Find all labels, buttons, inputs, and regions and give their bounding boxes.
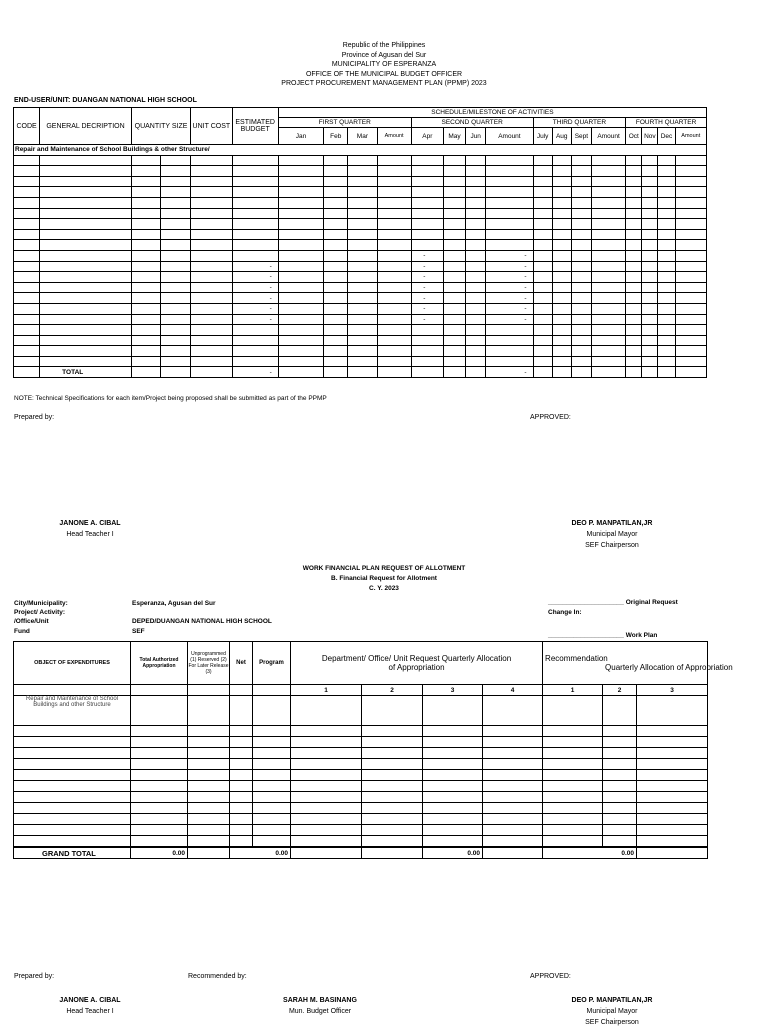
month-header: May [443, 128, 465, 145]
total-label: TOTAL [40, 367, 132, 378]
wfp-field-values [132, 599, 272, 636]
signatory-name: DEO P. MANPATILAN,JR [571, 997, 653, 1004]
month-header: Nov [642, 128, 658, 145]
table-row [14, 814, 708, 825]
table-row [14, 737, 708, 748]
table-row [14, 208, 707, 219]
wfp-sig-right [552, 995, 672, 1028]
dash-cell: - [486, 282, 533, 293]
table-row [14, 335, 707, 346]
month-header: Feb [324, 128, 348, 145]
change-in: Change In: [548, 609, 582, 616]
wfp-field-labels [14, 599, 68, 636]
dash-cell: - [486, 261, 533, 272]
col-description: GENERAL DECRIPTION [40, 108, 132, 145]
table-row [14, 229, 707, 240]
col-quantity: QUANTITY SIZE [131, 108, 190, 145]
quarter-1: FIRST QUARTER [278, 118, 411, 128]
dash-cell: - [411, 261, 443, 272]
field-value [132, 608, 272, 617]
table-row [14, 770, 708, 781]
amount-header: Amount [675, 128, 706, 145]
field-label: City/Municipality: [14, 600, 68, 607]
quarter-num: 2 [603, 685, 637, 696]
table-row [14, 314, 707, 325]
table-row [14, 240, 707, 251]
amount-header: Amount [486, 128, 533, 145]
month-header: Apr [411, 128, 443, 145]
grand-total-value: 0.00 [543, 847, 637, 859]
signatory-name: DEO P. MANPATILAN,JR [571, 520, 653, 527]
dash-cell: - [232, 272, 278, 283]
signatory-role: SEF Chairperson [585, 542, 639, 549]
wfp-recommended-by: Recommended by: [188, 973, 247, 980]
month-header: Mar [348, 128, 377, 145]
quarter-num: 3 [423, 685, 483, 696]
table-row [14, 293, 707, 304]
wfp-sig-mid [260, 995, 380, 1017]
month-header: Oct [626, 128, 642, 145]
amount-header: Amount [591, 128, 625, 145]
ppmp-table [13, 107, 707, 378]
signatory-name: JANONE A. CIBAL [59, 520, 121, 527]
col-program: Program [253, 642, 291, 685]
signatory-name: JANONE A. CIBAL [59, 997, 121, 1004]
col-object: OBJECT OF EXPENDITURES [14, 642, 131, 685]
table-row [14, 176, 707, 187]
table-row [14, 303, 707, 314]
dash-cell: - [411, 293, 443, 304]
table-row [14, 792, 708, 803]
month-header: Jun [466, 128, 486, 145]
wfp-prepared-by: Prepared by: [14, 973, 55, 980]
month-header: Jan [278, 128, 323, 145]
total-dash: - [486, 367, 533, 378]
dash-cell: - [232, 303, 278, 314]
col-code: CODE [14, 108, 40, 145]
wfp-year: C. Y. 2023 [369, 585, 399, 592]
header-line: MUNICIPALITY OF ESPERANZA [331, 61, 437, 68]
original-request: _____________________ Original Request [548, 599, 678, 606]
wfp-body [14, 726, 708, 848]
wfp-title: WORK FINANCIAL PLAN REQUEST OF ALLOTMENT [302, 565, 466, 572]
wfp-table [13, 641, 733, 859]
table-row [14, 825, 708, 836]
header-line: Province of Agusan del Sur [341, 51, 427, 59]
col-estimated-budget: ESTIMATED BUDGET [232, 108, 278, 145]
wfp-header [0, 564, 768, 594]
grand-total-value: 0.00 [423, 847, 483, 859]
dash-cell: - [232, 282, 278, 293]
signatory-right [552, 518, 672, 551]
dash-cell: - [411, 282, 443, 293]
col-schedule: SCHEDULE/MILESTONE OF ACTIVITIES [278, 108, 706, 118]
header-line: Republic of the Philippines [342, 42, 426, 49]
table-row [14, 155, 707, 166]
table-row [14, 197, 707, 208]
amount-header: Amount [377, 128, 411, 145]
recommendation-label: Recommendation [545, 654, 608, 663]
quarter-num: 2 [362, 685, 423, 696]
dash-cell: - [232, 293, 278, 304]
signatory-title: Head Teacher I [66, 531, 114, 538]
quarter-num: 4 [483, 685, 543, 696]
dash-cell: - [486, 293, 533, 304]
quarter-3: THIRD QUARTER [533, 118, 626, 128]
table-row [14, 759, 708, 770]
signatory-title: Mun. Budget Officer [288, 1008, 352, 1015]
month-header: Sept [571, 128, 591, 145]
dash-cell: - [232, 314, 278, 325]
quarter-num: 1 [543, 685, 603, 696]
dash-cell: - [486, 303, 533, 314]
dash-cell: - [411, 250, 443, 261]
ppmp-note: NOTE: Technical Specifications for each item/Project being proposed shall be submitted as part of the PPMP [14, 395, 327, 402]
col-net: Net [230, 642, 253, 685]
quarter-2: SECOND QUARTER [411, 118, 533, 128]
month-header: Aug [552, 128, 571, 145]
col-unprogrammed: Unprogrammed (1) Reserved (2) For Later Release (3) [188, 642, 230, 685]
month-header: Dec [658, 128, 675, 145]
signatory-title: Municipal Mayor [586, 531, 638, 538]
table-row [14, 261, 707, 272]
dash-cell: - [411, 272, 443, 283]
quarter-num: 3 [637, 685, 708, 696]
table-row [14, 282, 707, 293]
table-row [14, 272, 707, 283]
table-row [14, 803, 708, 814]
table-row [14, 219, 707, 230]
col-dept-request: Department/ Office/ Unit Request Quarterly Allocation of Appropriation [291, 642, 543, 685]
signatory-title: Municipal Mayor [586, 1008, 638, 1015]
wfp-item: Repair and Maintenance of School Buildings and other Structure [14, 696, 131, 726]
header-line: PROJECT PROCUREMENT MANAGEMENT PLAN (PPMP) 2023 [281, 80, 487, 87]
table-row [14, 346, 707, 357]
ppmp-body [14, 155, 707, 367]
field-label: Project/ Activity: [14, 609, 66, 617]
quarter-num: 1 [291, 685, 362, 696]
dash-cell: - [486, 314, 533, 325]
work-plan: _____________________ Work Plan [548, 632, 658, 639]
table-row [14, 356, 707, 367]
signatory-name: SARAH M. BASINANG [283, 997, 357, 1004]
wfp-approved: APPROVED: [530, 973, 571, 980]
field-value: DEPED/DUANGAN NATIONAL HIGH SCHOOL [132, 618, 272, 626]
dash-cell: - [232, 261, 278, 272]
header-line: OFFICE OF THE MUNICIPAL BUDGET OFFICER [305, 70, 463, 78]
quarter-4: FOURTH QUARTER [626, 118, 707, 128]
approved-label: APPROVED: [530, 414, 571, 421]
field-value: SEF [132, 627, 145, 635]
total-dash: - [232, 367, 278, 378]
end-user-label: END-USER/UNIT: DUANGAN NATIONAL HIGH SCHOOL [14, 97, 197, 104]
table-row [14, 250, 707, 261]
field-label: /Office/Unit [14, 618, 49, 626]
table-row [14, 781, 708, 792]
table-row [14, 836, 708, 848]
signatory-left [30, 518, 150, 540]
signatory-role: SEF Chairperson [585, 1019, 639, 1026]
table-row [14, 726, 708, 737]
col-total-authorized: Total Authorized Appropriation [131, 642, 188, 685]
dash-cell: - [411, 303, 443, 314]
table-row [14, 187, 707, 198]
grand-total-value: 0.00 [131, 847, 188, 859]
field-label: Fund [14, 627, 30, 635]
wfp-subtitle: B. Financial Request for Allotment [331, 575, 437, 582]
table-row [14, 748, 708, 759]
category-row: Repair and Maintenance of School Buildings & other Structure/ [14, 145, 707, 156]
rec-quarterly-label: Quarterly Allocation of Appropriation [605, 663, 733, 672]
prepared-by-label: Prepared by: [14, 414, 55, 421]
col-recommendation [543, 642, 733, 685]
table-row [14, 325, 707, 336]
field-value: Esperanza, Agusan del Sur [132, 600, 216, 607]
wfp-sig-left [30, 995, 150, 1017]
col-unit-cost: UNIT COST [191, 108, 232, 145]
ppmp-header [0, 41, 768, 89]
dash-cell: - [486, 250, 533, 261]
dash-cell: - [486, 272, 533, 283]
signatory-title: Head Teacher I [66, 1008, 114, 1015]
dash-cell: - [411, 314, 443, 325]
grand-total-value: 0.00 [230, 847, 291, 859]
table-row [14, 166, 707, 177]
grand-total-label: GRAND TOTAL [14, 847, 131, 859]
month-header: July [533, 128, 552, 145]
